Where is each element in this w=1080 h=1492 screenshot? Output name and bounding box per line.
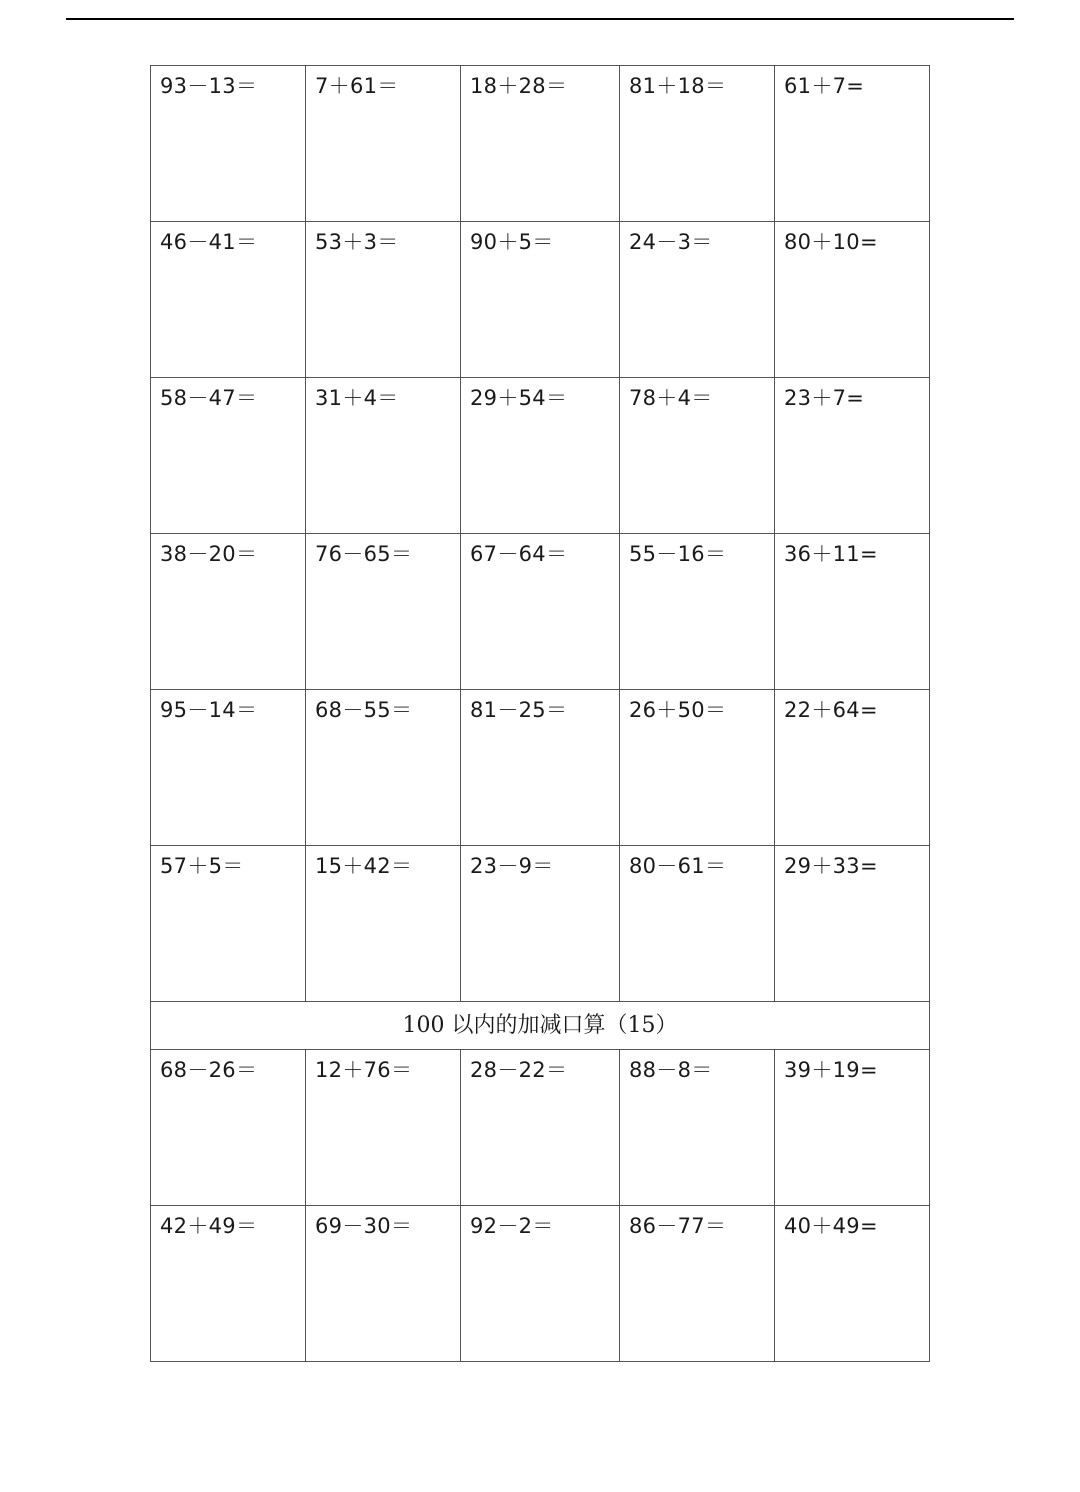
problem-cell[interactable] <box>151 534 306 690</box>
problem-text: 78＋4＝ <box>629 386 713 410</box>
problem-text: 29＋33= <box>784 854 878 878</box>
problem-cell[interactable] <box>151 1050 306 1206</box>
problem-cell[interactable] <box>306 690 461 846</box>
problem-cell[interactable] <box>461 534 620 690</box>
problem-text: 7＋61＝ <box>315 74 399 98</box>
problem-text: 81－25＝ <box>470 698 568 722</box>
problem-text: 68－26＝ <box>160 1058 258 1082</box>
problem-cell[interactable] <box>620 1206 775 1362</box>
problem-cell[interactable] <box>620 66 775 222</box>
problem-row <box>151 690 930 846</box>
problem-cell[interactable] <box>775 66 930 222</box>
problem-text: 23－9＝ <box>470 854 554 878</box>
problem-cell[interactable] <box>306 66 461 222</box>
problem-text: 12＋76＝ <box>315 1058 413 1082</box>
problem-cell[interactable] <box>775 534 930 690</box>
problem-cell[interactable] <box>775 846 930 1002</box>
problem-text: 29＋54＝ <box>470 386 568 410</box>
problem-text: 69－30＝ <box>315 1214 413 1238</box>
problem-row <box>151 534 930 690</box>
problem-cell[interactable] <box>151 66 306 222</box>
problem-text: 15＋42＝ <box>315 854 413 878</box>
problem-cell[interactable] <box>306 1050 461 1206</box>
problem-text: 68－55＝ <box>315 698 413 722</box>
problem-cell[interactable] <box>775 378 930 534</box>
problem-text: 76－65＝ <box>315 542 413 566</box>
problem-text: 58－47＝ <box>160 386 258 410</box>
problem-text: 36＋11= <box>784 542 878 566</box>
problem-cell[interactable] <box>151 378 306 534</box>
problem-row <box>151 66 930 222</box>
problem-text: 92－2＝ <box>470 1214 554 1238</box>
section-title-cell <box>151 1002 930 1050</box>
section-title: 100 以内的加减口算（15） <box>402 1013 678 1038</box>
problem-row <box>151 846 930 1002</box>
problem-cell[interactable] <box>306 378 461 534</box>
problem-row <box>151 378 930 534</box>
problem-cell[interactable] <box>461 1050 620 1206</box>
problem-text: 86－77＝ <box>629 1214 727 1238</box>
section-title-row <box>151 1002 930 1050</box>
header-rule <box>66 18 1014 20</box>
problem-cell[interactable] <box>775 690 930 846</box>
problem-cell[interactable] <box>151 222 306 378</box>
problem-cell[interactable] <box>461 690 620 846</box>
problem-text: 95－14＝ <box>160 698 258 722</box>
problem-cell[interactable] <box>461 846 620 1002</box>
problem-text: 42＋49＝ <box>160 1214 258 1238</box>
problem-cell[interactable] <box>620 1050 775 1206</box>
problem-cell[interactable] <box>306 534 461 690</box>
problem-text: 26＋50＝ <box>629 698 727 722</box>
problem-cell[interactable] <box>775 1050 930 1206</box>
arithmetic-worksheet-table <box>150 65 930 1362</box>
problem-text: 22＋64= <box>784 698 878 722</box>
problem-cell[interactable] <box>461 378 620 534</box>
problem-cell[interactable] <box>461 1206 620 1362</box>
problem-cell[interactable] <box>620 846 775 1002</box>
problem-text: 67－64＝ <box>470 542 568 566</box>
problem-text: 40＋49= <box>784 1214 878 1238</box>
problem-cell[interactable] <box>306 846 461 1002</box>
problem-text: 61＋7= <box>784 74 865 98</box>
problem-cell[interactable] <box>620 222 775 378</box>
problem-text: 81＋18＝ <box>629 74 727 98</box>
problem-cell[interactable] <box>151 690 306 846</box>
problem-cell[interactable] <box>775 1206 930 1362</box>
problem-text: 80＋10= <box>784 230 878 254</box>
problem-text: 88－8＝ <box>629 1058 713 1082</box>
problem-text: 55－16＝ <box>629 542 727 566</box>
problem-row <box>151 1050 930 1206</box>
problem-cell[interactable] <box>306 1206 461 1362</box>
problem-cell[interactable] <box>151 1206 306 1362</box>
problem-text: 53＋3＝ <box>315 230 399 254</box>
problem-row <box>151 222 930 378</box>
problem-text: 23＋7= <box>784 386 865 410</box>
problem-row <box>151 1206 930 1362</box>
problem-text: 90＋5＝ <box>470 230 554 254</box>
problem-cell[interactable] <box>620 378 775 534</box>
problem-cell[interactable] <box>461 222 620 378</box>
problem-text: 57＋5＝ <box>160 854 244 878</box>
problem-cell[interactable] <box>461 66 620 222</box>
problem-cell[interactable] <box>775 222 930 378</box>
problem-text: 38－20＝ <box>160 542 258 566</box>
problem-cell[interactable] <box>306 222 461 378</box>
problem-text: 93－13＝ <box>160 74 258 98</box>
problem-text: 28－22＝ <box>470 1058 568 1082</box>
problem-text: 39＋19= <box>784 1058 878 1082</box>
problem-cell[interactable] <box>620 690 775 846</box>
worksheet-body <box>151 66 930 1362</box>
problem-text: 24－3＝ <box>629 230 713 254</box>
problem-text: 80－61＝ <box>629 854 727 878</box>
problem-text: 46－41＝ <box>160 230 258 254</box>
problem-text: 18＋28＝ <box>470 74 568 98</box>
problem-cell[interactable] <box>151 846 306 1002</box>
problem-cell[interactable] <box>620 534 775 690</box>
problem-text: 31＋4＝ <box>315 386 399 410</box>
